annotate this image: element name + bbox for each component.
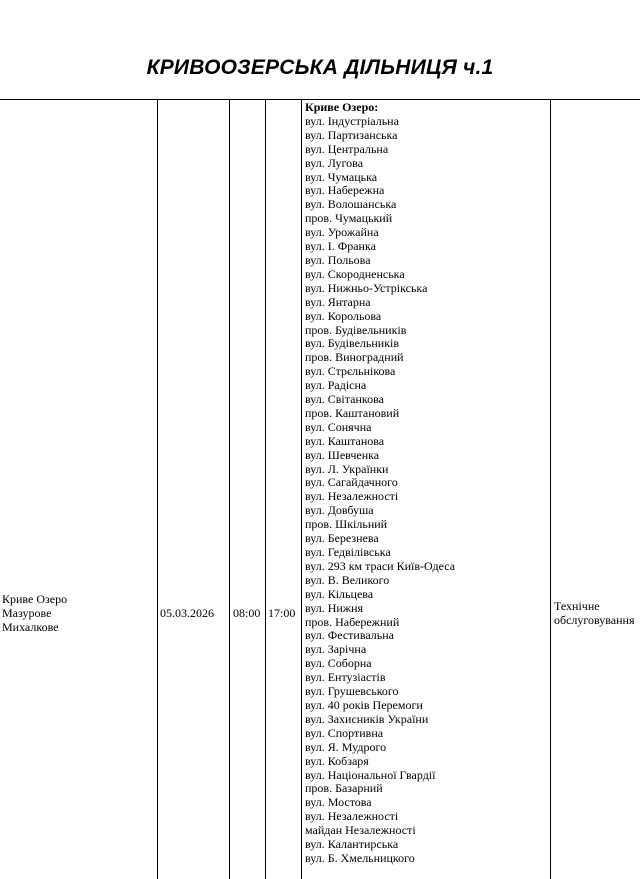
street-item: пров. Будівельників (305, 323, 407, 337)
streets-heading: Криве Озеро: (305, 101, 379, 114)
column-divider (229, 99, 230, 879)
street-item: вул. 40 років Перемоги (305, 698, 423, 712)
street-item: вул. Світанкова (305, 393, 384, 407)
street-item: вул. І. Франка (305, 240, 376, 254)
street-item: пров. Базарний (305, 782, 383, 796)
streets-cell (305, 101, 549, 866)
street-item: вул. Зарічна (305, 643, 367, 657)
street-item: пров. Набережний (305, 615, 400, 629)
column-divider (265, 99, 266, 879)
outage-table (0, 99, 640, 879)
street-item: вул. Довбуша (305, 504, 374, 518)
street-item: вул. Національної Гвардії (305, 768, 436, 782)
street-item: вул. Захисників України (305, 712, 429, 726)
street-item: вул. Сагайдачного (305, 476, 398, 490)
street-item: вул. Сонячна (305, 420, 372, 434)
street-item: вул. Чумацька (305, 170, 378, 184)
street-item: вул. Незалежності (305, 490, 399, 504)
street-item: вул. Скородненська (305, 267, 405, 281)
street-item: вул. Індустріальна (305, 114, 399, 128)
street-item: пров. Каштановий (305, 406, 400, 420)
street-item: вул. Я. Мудрого (305, 740, 387, 754)
table-top-border (0, 99, 640, 100)
column-divider (550, 99, 551, 879)
end-time-cell: 17:00 (268, 606, 296, 620)
start-time-cell: 08:00 (233, 606, 261, 620)
street-item: вул. Стрєльнікова (305, 365, 396, 379)
street-item: вул. Нижньо-Устрікська (305, 281, 428, 295)
street-item: вул. Грушевського (305, 685, 399, 699)
street-item: вул. Урожайна (305, 226, 379, 240)
street-item: вул. Спортивна (305, 726, 384, 740)
street-item: вул. Шевченка (305, 448, 380, 462)
street-item: вул. Корольова (305, 309, 382, 323)
date-cell: 05.03.2026 (160, 606, 214, 620)
street-item: вул. Нижня (305, 601, 364, 615)
street-item: вул. Янтарна (305, 295, 371, 309)
settlement-name: Михалкове (2, 620, 59, 634)
street-item: вул. Набережна (305, 184, 385, 198)
reason-cell: Технічне обслуговування (554, 599, 635, 627)
street-item: вул. Соборна (305, 657, 372, 671)
street-item: вул. Калантирська (305, 838, 399, 852)
street-item: вул. Б. Хмельницкого (305, 851, 415, 865)
street-item: вул. Л. Українки (305, 462, 389, 476)
street-item: вул. Каштанова (305, 434, 385, 448)
street-item: вул. Кобзаря (305, 754, 369, 768)
street-item: вул. 293 км траси Київ-Одеса (305, 559, 456, 573)
settlements-cell (2, 592, 67, 634)
street-item: вул. Партизанська (305, 128, 398, 142)
street-item: вул. Радісна (305, 379, 367, 393)
street-item: вул. Польова (305, 253, 371, 267)
settlement-name: Криве Озеро (2, 592, 68, 606)
street-item: пров. Чумацький (305, 212, 393, 226)
street-item: вул. Ентузіастів (305, 671, 386, 685)
street-item: вул. Кільцева (305, 587, 374, 601)
street-item: вул. Будівельників (305, 337, 400, 351)
street-item: пров. Шкільний (305, 518, 388, 532)
page-title: КРИВООЗЕРСЬКА ДІЛЬНИЦЯ ч.1 (146, 56, 494, 79)
street-item: вул. Лугова (305, 156, 364, 170)
street-item: пров. Виноградний (305, 351, 404, 365)
column-divider (157, 99, 158, 879)
street-item: вул. Гедвілівська (305, 546, 391, 559)
column-divider (301, 99, 302, 879)
street-item: вул. Березнева (305, 532, 379, 546)
settlement-name: Мазурове (2, 606, 52, 620)
street-item: вул. Центральна (305, 142, 389, 156)
street-item: майдан Незалежності (305, 824, 416, 838)
street-item: вул. Незалежності (305, 810, 399, 824)
street-item: вул. В. Великого (305, 573, 390, 587)
street-item: вул. Волошанська (305, 198, 397, 212)
street-item: вул. Фестивальна (305, 629, 394, 643)
street-item: вул. Мостова (305, 796, 372, 810)
